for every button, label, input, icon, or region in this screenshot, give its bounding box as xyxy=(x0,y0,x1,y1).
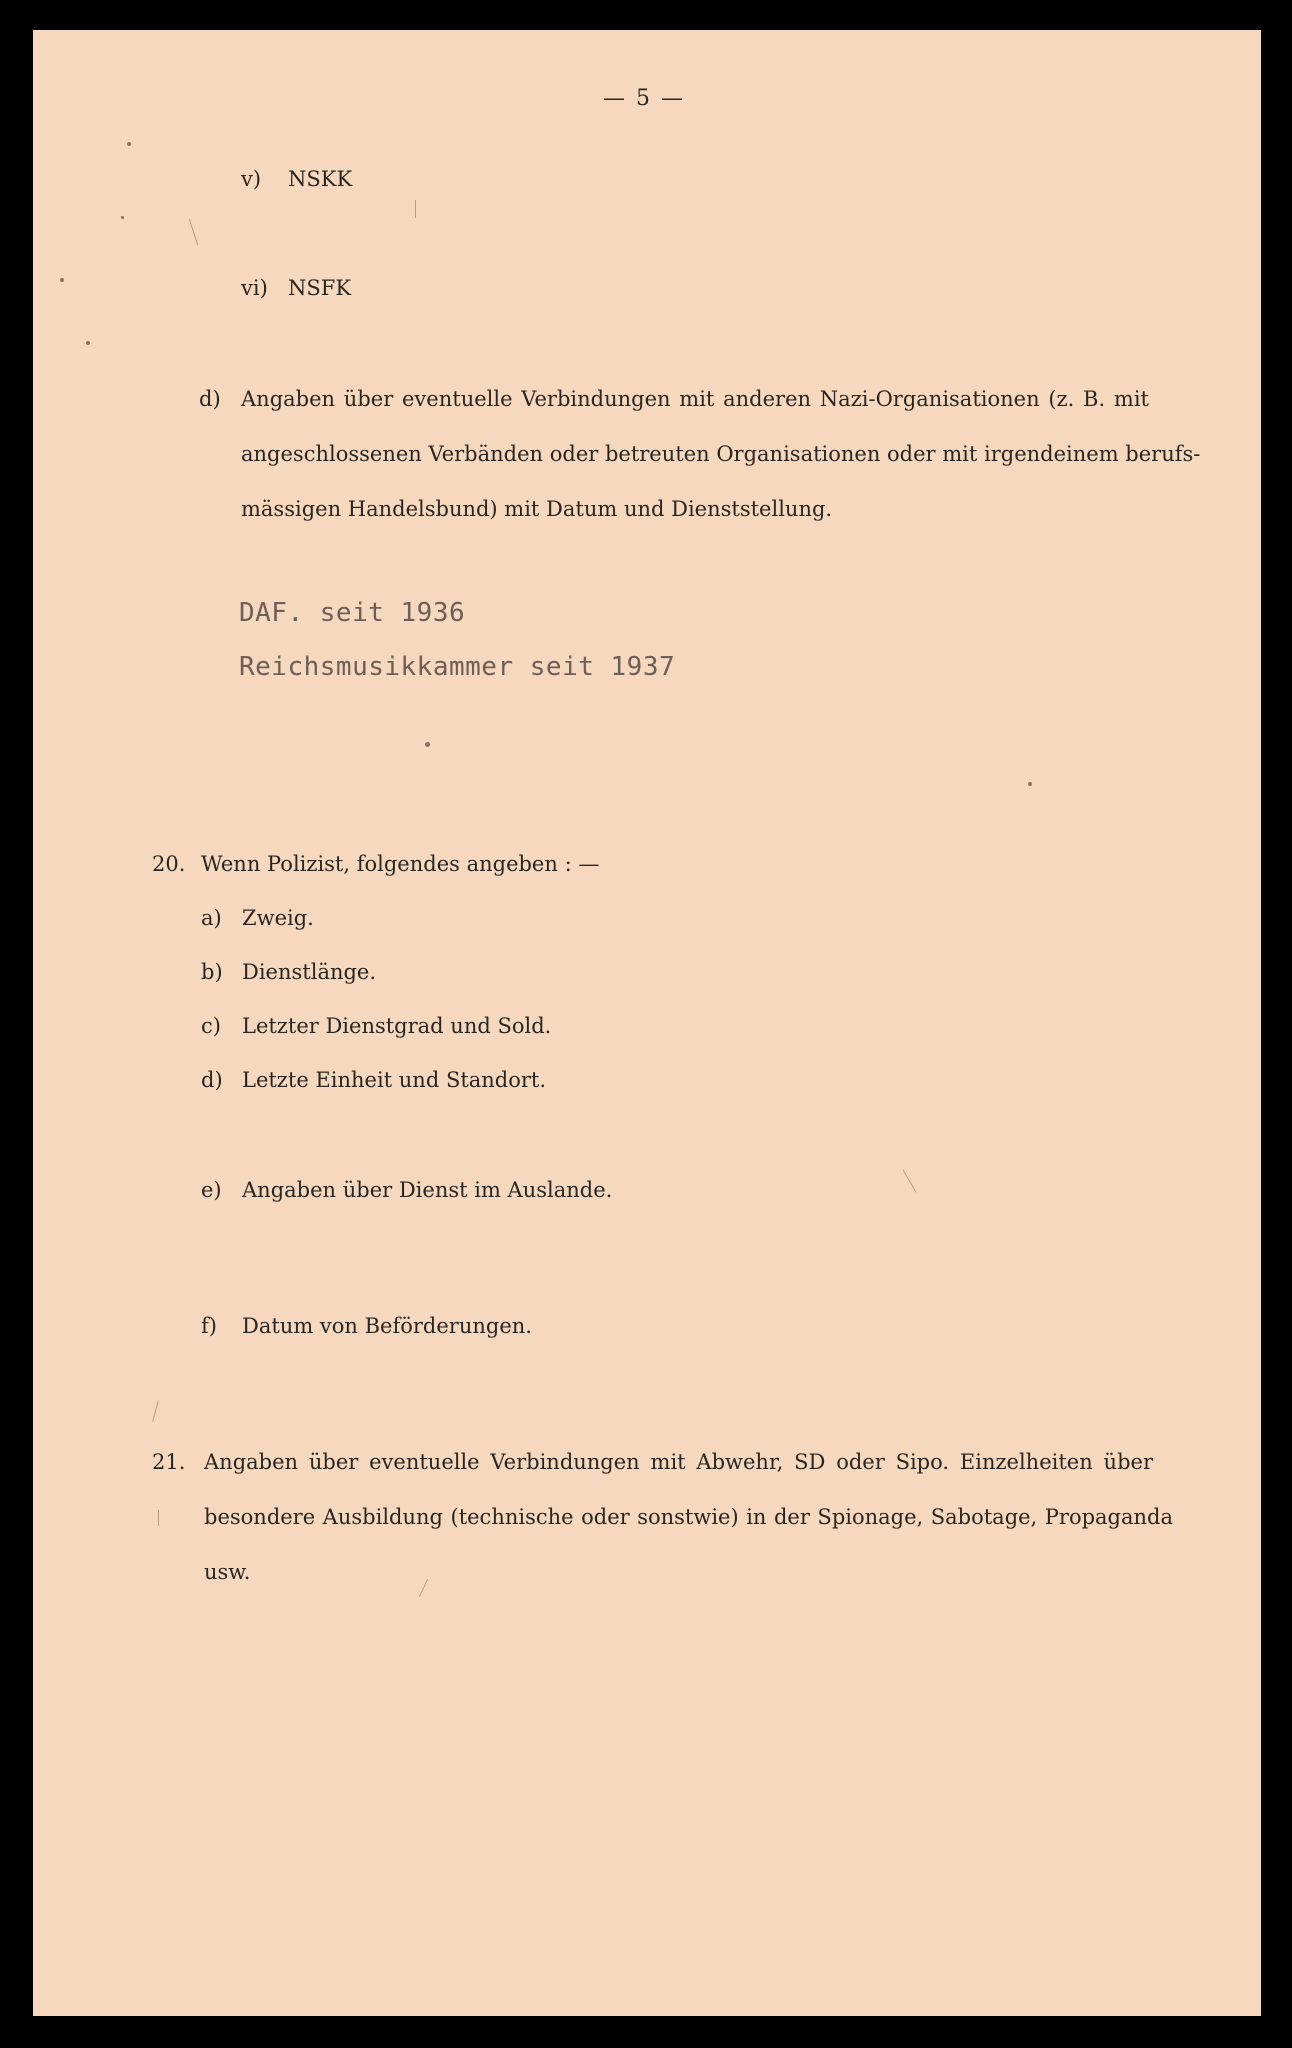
paper-fiber xyxy=(903,1169,917,1192)
item-d-label: d) xyxy=(199,387,221,411)
paper-speck xyxy=(121,216,124,219)
paper-fiber xyxy=(189,219,199,246)
item-d-line-1: Angaben über eventuelle Verbindungen mit anderen Nazi-Organisationen (z. B. mit xyxy=(241,387,1149,411)
paper-fiber xyxy=(419,1579,428,1598)
section-20-item-e-text: Angaben über Dienst im Auslande. xyxy=(242,1178,613,1202)
section-21-line-2: besondere Ausbildung (technische oder sonstwie) in der Spionage, Sabotage, Propaganda xyxy=(204,1505,1173,1529)
item-vi-text: NSFK xyxy=(288,276,352,300)
section-20-item-d-label: d) xyxy=(201,1068,223,1092)
paper-speck xyxy=(425,742,430,747)
section-21-line-3: usw. xyxy=(204,1560,251,1584)
typed-answer-reichsmusikkammer: Reichsmusikkammer seit 1937 xyxy=(239,652,676,682)
section-20-number: 20. xyxy=(152,852,186,876)
paper-speck xyxy=(86,341,90,345)
section-20-item-a-label: a) xyxy=(201,906,222,930)
paper-fiber xyxy=(152,1400,159,1422)
document-page xyxy=(33,30,1261,2016)
section-20-item-c-text: Letzter Dienstgrad und Sold. xyxy=(242,1014,552,1038)
typed-answer-daf: DAF. seit 1936 xyxy=(239,598,466,628)
section-20-item-d-text: Letzte Einheit und Standort. xyxy=(242,1068,547,1092)
section-20-item-f-text: Datum von Beförderungen. xyxy=(242,1314,532,1338)
paper-speck xyxy=(1028,782,1032,786)
item-v-text: NSKK xyxy=(288,167,353,191)
section-20-item-c-label: c) xyxy=(201,1014,221,1038)
item-v-label: v) xyxy=(241,167,262,191)
paper-speck xyxy=(127,142,131,146)
section-20-item-f-label: f) xyxy=(201,1314,217,1338)
section-20-heading: Wenn Polizist, folgendes angeben : — xyxy=(201,852,600,876)
section-21-number: 21. xyxy=(152,1450,186,1474)
section-20-item-a-text: Zweig. xyxy=(242,906,314,930)
section-20-item-e-label: e) xyxy=(201,1178,222,1202)
section-20-item-b-text: Dienstlänge. xyxy=(242,960,377,984)
paper-speck xyxy=(60,278,64,282)
section-20-item-b-label: b) xyxy=(201,960,223,984)
section-21-line-1: Angaben über eventuelle Verbindungen mit Abwehr, SD oder Sipo. Einzelheiten über xyxy=(204,1450,1153,1474)
page-number: — 5 — xyxy=(603,86,685,111)
item-d-line-2: angeschlossenen Verbänden oder betreuten Organisationen oder mit irgendeinem berufs- xyxy=(241,442,1201,466)
paper-fiber xyxy=(158,1510,159,1526)
item-vi-label: vi) xyxy=(241,276,268,300)
item-d-line-3: mässigen Handelsbund) mit Datum und Dienststellung. xyxy=(241,497,833,521)
paper-fiber xyxy=(415,200,416,218)
